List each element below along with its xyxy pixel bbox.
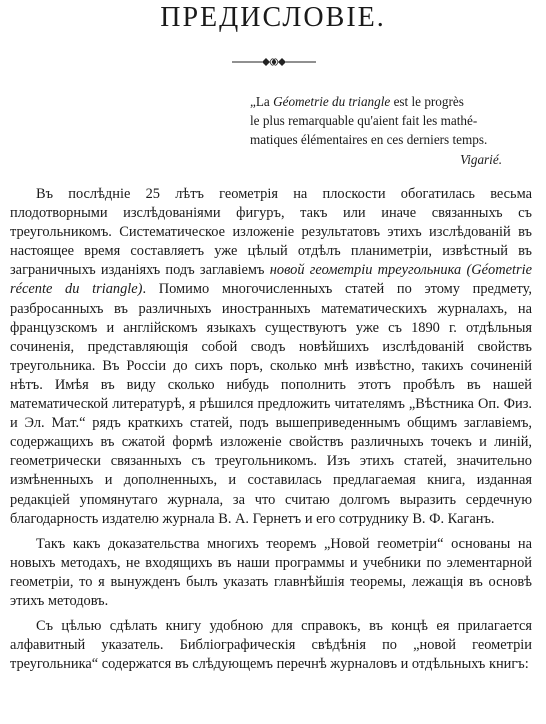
epigraph-text: „La: [250, 94, 274, 109]
epigraph-italic-title: Géometrie du triangle: [273, 94, 391, 109]
epigraph-line: le plus remarquable qu'aient fait les mathé-: [250, 113, 478, 128]
preface-paragraph: [10, 185, 532, 529]
page-title: ПРЕДИСЛОВIЕ.: [160, 2, 386, 33]
epigraph-author: Vigarié.: [460, 152, 502, 167]
preface-paragraph: Съ цѣлью сдѣлать книгу удобною для справокъ, въ концѣ ея прилагается алфавитный указатель. Библіографическія свѣдѣнія по „новой геометріи треугольника“ содержатся въ слѣдующемъ перечнѣ журналовъ и отдѣльныхъ книгъ:: [10, 618, 532, 673]
fleuron-divider-icon: [232, 56, 316, 68]
paragraph-text: Въ послѣдніе 25 лѣтъ геометрія на плоскости обогатилась весьма плодотворными изслѣдованіями фигуръ, такъ или иначе связанныхъ съ треугольникомъ. Систематическое изложеніе результатовъ этихъ изслѣдованій въ настоящее время составляетъ уже цѣлый отдѣлъ планиметріи, извѣстный въ заграничныхъ изданіяхъ подъ заглавіемъ: [10, 186, 532, 279]
epigraph: [250, 92, 544, 149]
epigraph-text: est le progrès: [390, 94, 464, 109]
preface-paragraph: Такъ какъ доказательства многихъ теоремъ „Новой геометріи“ основаны на новыхъ методахъ, не входящихъ въ наши программы и учебники по элементарной геометріи, то я вынужденъ былъ указать главнѣйшія теоремы, лежащія въ основѣ этихъ методовъ.: [10, 535, 532, 609]
epigraph-line: [250, 92, 544, 111]
preface-body: [10, 185, 532, 680]
paragraph-italic-term: новой геометріи треугольника (Géometrie récente du triangle): [10, 262, 532, 298]
epigraph-line: matiques élémentaires en ces derniers temps.: [250, 132, 488, 147]
paragraph-text: . Помимо многочисленныхъ статей по этому предмету, разбросанныхъ въ различныхъ иностранныхъ математическихъ журналахъ, на французскомъ и англійскомъ языкахъ существуютъ уже съ 1890 г. отдѣльныя сочиненія, представляющія собой сводъ новѣйшихъ изслѣдованій свойствъ треугольника. Въ Россіи до сихъ поръ, сколько мнѣ извѣстно, такихъ сочиненій нѣтъ. Имѣя въ виду сколько нибудь пополнить этотъ пробѣлъ въ нашей математической литературѣ, я рѣшился предложить читателямъ „Вѣстника Оп. Физ. и Эл. Мат.“ рядъ краткихъ статей, подъ вышеприведеннымъ общимъ заглавіемъ, содержащихъ въ сжатой формѣ изложеніе свойствъ различныхъ точекъ и линій, геометрически связанныхъ съ треугольникомъ. Изъ этихъ статей, значительно измѣненныхъ и дополненныхъ, и составилась предлагаемая книга, изданная редакціей упомянутаго журнала, за что считаю долгомъ выразить сердечную благодарность издателю журнала В. А. Гернетъ и его сотруднику В. Ф. Каганъ.: [10, 281, 533, 527]
